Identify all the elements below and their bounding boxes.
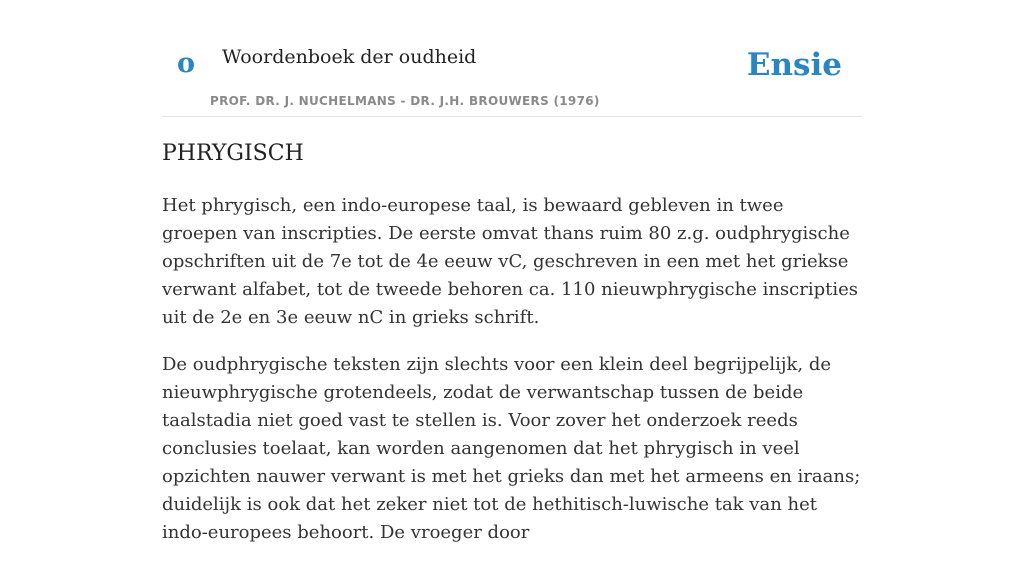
book-logo-icon: o <box>177 48 196 79</box>
book-authors: PROF. DR. J. NUCHELMANS - DR. J.H. BROUWERS (1976) <box>210 94 600 108</box>
brand-logo-link[interactable]: Ensie <box>746 47 842 83</box>
entry-body <box>162 192 862 566</box>
entry-paragraph: De oudphrygische teksten zijn slechts voor een klein deel begrijpelijk, de nieuwphrygische grotendeels, zodat de verwantschap tussen de beide taalstadia niet goed vast te stellen is. Voor zover het onderzoek reeds conclusies toelaat, kan worden aangenomen dat het phrygisch in veel opzichten nauwer verwant is met het grieks dan met het armeens en iraans; duidelijk is ook dat het zeker niet tot de hethitisch-luwische tak van het indo-europees behoort. De vroeger door <box>162 354 861 543</box>
entry-paragraph: Het phrygisch, een indo-europese taal, is bewaard gebleven in twee groepen van inscripties. De eerste omvat thans ruim 80 z.g. oudphrygische opschriften uit de 7e tot de 4e eeuw vC, geschreven in een met het griekse verwant alfabet, tot de tweede behoren ca. 110 nieuwphrygische inscripties uit de 2e en 3e eeuw nC in grieks schrift. <box>162 195 859 328</box>
book-title: Woordenboek der oudheid <box>222 46 477 68</box>
header <box>162 0 862 117</box>
entry-title: PHRYGISCH <box>162 141 304 166</box>
